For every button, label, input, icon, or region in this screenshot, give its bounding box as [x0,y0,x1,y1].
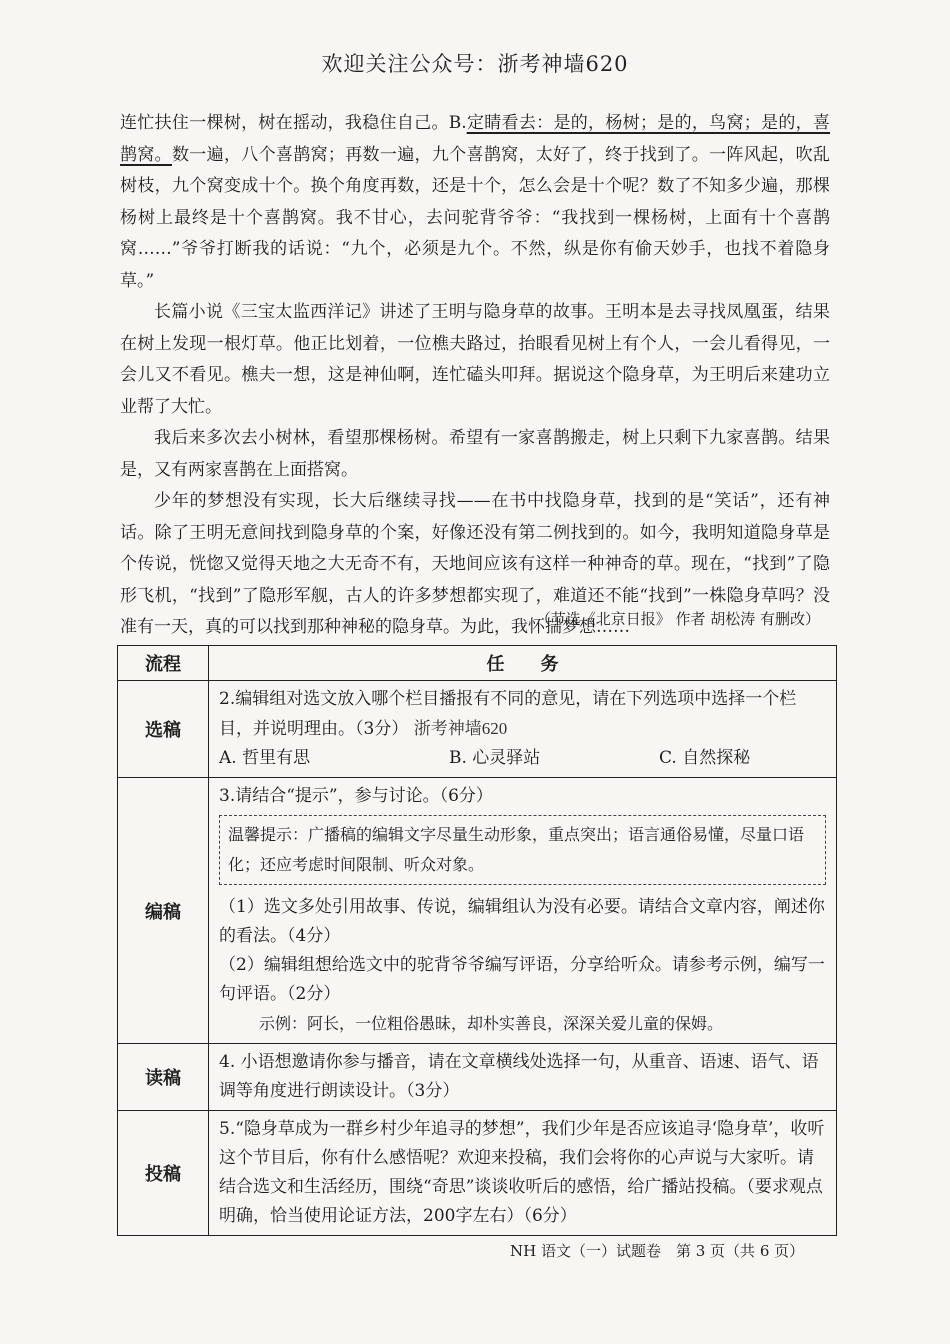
task-select [209,681,837,778]
question-3-1: （1）选文多处引用故事、传说，编辑组认为没有必要。请结合文章内容，阐述你的看法。（4分） [219,897,825,946]
page-footer: NH 语文（一）试题卷 第 3 页（共 6 页） [510,1242,805,1260]
stage-submit: 投稿 [118,1111,209,1236]
option-c: C. 自然探秘 [659,748,751,768]
article-body [120,108,830,644]
article-paragraph-3: 我后来多次去小树林，看望那棵杨树。希望有一家喜鹊搬走，树上只剩下九家喜鹊。结果是，又有两家喜鹊在上面搭窝。 [120,428,830,480]
task-submit: 5.“隐身草成为一群乡村少年追寻的梦想”，我们少年是否应该追寻‘隐身草’，收听这个节目后，你有什么感悟呢？欢迎来投稿，我们会将你的心声说与大家听。请结合选文和生活经历，围绕“奇思”谈谈收听后的感悟，给广播站投稿。（要求观点明确，恰当使用论证方法，200字左右）（6分） [209,1111,837,1236]
stage-edit: 编稿 [118,778,209,1044]
table-header-row [118,646,837,681]
option-a: A. 哲里有思 [219,748,311,768]
article-paragraph-4: 少年的梦想没有实现，长大后继续寻找——在书中找隐身草，找到的是“笑话”，还有神话。除了王明无意间找到隐身草的个案，好像还没有第二例找到的。如今，我明知道隐身草是个传说，恍惚又觉得天地之大无奇不有，天地间应该有这样一种神奇的草。现在，“找到”了隐形飞机，“找到”了隐形军舰，古人的许多梦想都实现了，难道还不能“找到”一株隐身草吗？没准有一天，真的可以找到那种神秘的隐身草。为此，我怀揣梦想…… [120,491,830,637]
article-source: （节选《北京日报》 作者 胡松涛 有删改） [535,610,820,628]
question-3-2: （2）编辑组想给选文中的驼背爷爷编写评语，分享给听众。请参考示例，编写一句评语。（2分） [219,955,825,1004]
option-b: B. 心灵驿站 [449,748,541,768]
task-read: 4. 小语想邀请你参与播音，请在文章横线处选择一句，从重音、语速、语气、语调等角度进行朗读设计。（3分） [209,1044,837,1111]
article-paragraph-2: 长篇小说《三宝太监西洋记》讲述了王明与隐身草的故事。王明本是去寻找凤凰蛋，结果在树上发现一根灯草。他正比划着，一位樵夫路过，抬眼看见树上有个人，一会儿看得见，一会儿又不看见。樵夫一想，这是神仙啊，连忙磕头叩拜。据说这个隐身草，为王明后来建功立业帮了大忙。 [120,302,830,417]
header-stage: 流程 [118,646,209,681]
paragraph-text: 数一遍，八个喜鹊窝；再数一遍，九个喜鹊窝，太好了，终于找到了。一阵风起，吹乱树枝，九个窝变成十个。换个角度再数，还是十个，怎么会是十个呢？数了不知多少遍，那棵杨树上最终是十个喜鹊窝。我不甘心，去问驼背爷爷：“我找到一棵杨树，上面有十个喜鹊窝……”爷爷打断我的话说：“九个，必须是九个。不然，纵是你有偷天妙手，也找不着隐身草。” [120,144,831,291]
header-task: 任 务 [209,646,837,681]
question-3: 3.请结合“提示”，参与讨论。（6分） [219,786,493,806]
table-row-edit [118,778,837,1044]
hint-box: 温馨提示：广播稿的编辑文字尽量生动形象，重点突出；语言通俗易懂，尽量口语化；还应考虑时间限制、听众对象。 [219,815,826,885]
table-row-select [118,681,837,778]
article-paragraph-1 [120,108,830,297]
underlined-sentence-b: 定睛看去：是的，杨树；是的，鸟窝；是的，喜鹊窝。 [120,113,830,165]
options-row [219,744,826,773]
example-text: 示例：阿长，一位粗俗愚昧，却朴实善良，深深关爱儿童的保姆。 [259,1014,724,1033]
question-2-text: 2.编辑组对选文放入哪个栏目播报有不同的意见，请在下列选项中选择一个栏目，并说明理由。（3分） [219,689,797,739]
watermark-text: 浙考神墙620 [413,719,508,738]
table-row-read [118,1044,837,1111]
page-header-title: 欢迎关注公众号：浙考神墙620 [321,52,629,76]
task-table [117,645,837,1236]
table-row-submit [118,1111,837,1236]
task-edit [209,778,837,1044]
stage-select: 选稿 [118,681,209,778]
question-2 [219,685,826,744]
stage-read: 读稿 [118,1044,209,1111]
paragraph-text: 连忙扶住一棵树，树在摇动，我稳住自己。B. [120,113,467,133]
